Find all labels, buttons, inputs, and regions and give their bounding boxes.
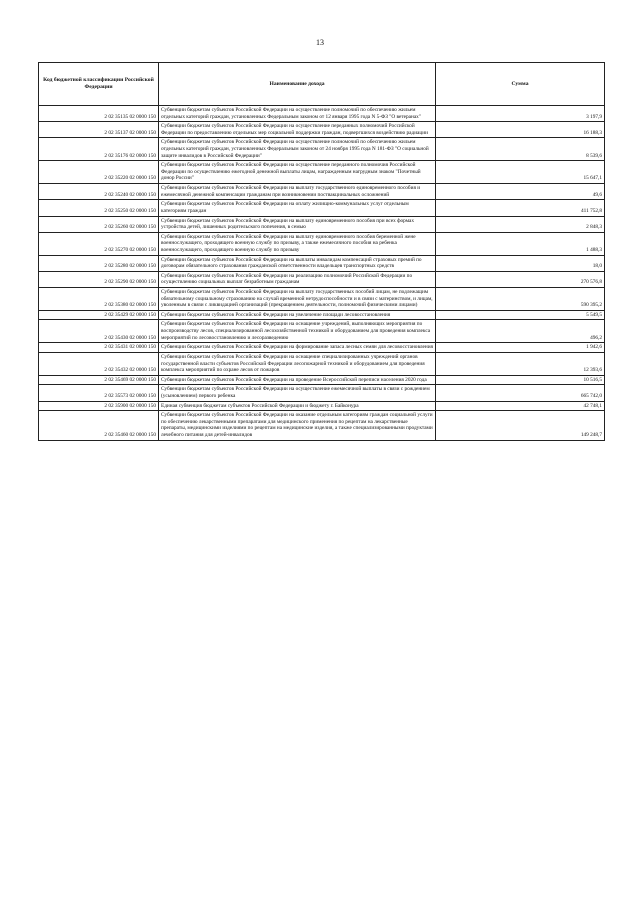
row-sum: 42 748,1 (436, 401, 605, 411)
table-row (39, 343, 605, 353)
table-row (39, 375, 605, 385)
row-name: Субвенции бюджетам субъектов Российской Федерации на осуществление полномочий по обеспечению жильем отдельных категорий граждан, установленных Федеральным законом от 24 ноября 1995 года N 181-ФЗ "О социальной защите инвалидов в Российской Федерации" (159, 138, 436, 161)
row-sum: 2 848,3 (436, 216, 605, 232)
row-sum: 411 752,8 (436, 200, 605, 216)
row-code: 2 02 35431 02 0000 150 (39, 343, 159, 353)
row-sum: 16 188,3 (436, 122, 605, 138)
table-row (39, 200, 605, 216)
row-sum: 3 197,9 (436, 106, 605, 122)
row-sum: 10 516,5 (436, 375, 605, 385)
row-name: Субвенции бюджетам субъектов Российской Федерации на осуществление переданных полномочий Российской Федерации по предоставлению отдельных мер социальной поддержки граждан, подвергшихся воздействию радиации (159, 122, 436, 138)
row-name: Субвенции бюджетам субъектов Российской Федерации на выплату единовременного пособия при всех формах устройства детей, лишенных родительского попечения, в семью (159, 216, 436, 232)
row-name: Субвенции бюджетам субъектов Российской Федерации на формирование запаса лесных семян для лесовосстановления (159, 343, 436, 353)
row-code: 2 02 35137 02 0000 150 (39, 122, 159, 138)
table-row (39, 320, 605, 343)
row-name: Субвенции бюджетам субъектов Российской Федерации на выплату государственных пособий лицам, не подлежащим обязательному социальному страхованию на случай временной нетрудоспособности и в связи с материнством, и лицам, уволенным в связи с ликвидацией организаций (прекращением деятельности, полномочий физическими лицами) (159, 288, 436, 311)
row-name: Субвенции бюджетам субъектов Российской Федерации на выплаты инвалидам компенсаций страховых премий по договорам обязательного страхования гражданской ответственности владельцев транспортных средств (159, 255, 436, 271)
row-code: 2 02 35469 02 0000 150 (39, 375, 159, 385)
row-code: 2 02 35280 02 0000 150 (39, 255, 159, 271)
row-sum: 15 647,1 (436, 161, 605, 184)
table-row (39, 232, 605, 255)
table-header-row (39, 63, 605, 106)
row-name: Субвенции бюджетам субъектов Российской Федерации на проведение Всероссийской переписи населения 2020 года (159, 375, 436, 385)
page-number: 13 (316, 38, 324, 47)
row-code: 2 02 35240 02 0000 150 (39, 184, 159, 200)
row-name: Субвенции бюджетам субъектов Российской Федерации на осуществление полномочий по обеспечению жильем отдельных категорий граждан, установленных Федеральным законом от 12 января 1995 года N 5-ФЗ "О ветеранах" (159, 106, 436, 122)
row-sum: 18,0 (436, 255, 605, 271)
row-sum: 1 942,6 (436, 343, 605, 353)
row-sum: 12 393,6 (436, 352, 605, 375)
header-code: Код бюджетной классификации Российской Федерации (39, 63, 159, 106)
row-name: Субвенции бюджетам субъектов Российской Федерации на оснащение учреждений, выполняющих мероприятия по воспроизводству лесов, специализированной лесохозяйственной техникой и оборудованием для проведения комплекса мероприятий по лесовосстановлению и лесоразведению (159, 320, 436, 343)
row-code: 2 02 35220 02 0000 150 (39, 161, 159, 184)
row-name: Субвенции бюджетам субъектов Российской Федерации на оплату жилищно-коммунальных услуг отдельным категориям граждан (159, 200, 436, 216)
header-name: Наименование дохода (159, 63, 436, 106)
row-code: 2 02 35900 02 0000 150 (39, 401, 159, 411)
budget-revenue-table (38, 62, 605, 441)
row-code: 2 02 35250 02 0000 150 (39, 200, 159, 216)
table-row (39, 255, 605, 271)
row-name: Субвенции бюджетам субъектов Российской Федерации на увеличение площади лесовосстановления (159, 310, 436, 320)
table-row (39, 122, 605, 138)
row-name: Субвенции бюджетам субъектов Российской Федерации на осуществление переданного полномочия Российской Федерации по осуществлению ежегодной денежной выплаты лицам, награжденным нагрудным знаком "Почетный донор России" (159, 161, 436, 184)
row-sum: 270 576,8 (436, 271, 605, 287)
table-row (39, 310, 605, 320)
row-sum: 590 395,2 (436, 288, 605, 311)
table-row (39, 411, 605, 440)
row-code: 2 02 35290 02 0000 150 (39, 271, 159, 287)
row-name: Субвенции бюджетам субъектов Российской Федерации на осуществление ежемесячной выплаты в связи с рождением (усыновлением) первого ребенка (159, 385, 436, 401)
table-row (39, 385, 605, 401)
table-row (39, 352, 605, 375)
row-sum: 1 488,3 (436, 232, 605, 255)
header-sum: Сумма (436, 63, 605, 106)
row-code: 2 02 35260 02 0000 150 (39, 216, 159, 232)
row-code: 2 02 35432 02 0000 150 (39, 352, 159, 375)
row-sum: 8 539,6 (436, 138, 605, 161)
row-sum: 496,2 (436, 320, 605, 343)
row-name: Субвенции бюджетам субъектов Российской Федерации на выплату единовременного пособия беременной жене военнослужащего, проходящего военную службу по призыву, а также ежемесячного пособия на ребенка военнослужащего, проходящего военную службу по призыву (159, 232, 436, 255)
row-code: 2 02 35573 02 0000 150 (39, 385, 159, 401)
table-row (39, 271, 605, 287)
table-row (39, 216, 605, 232)
table-body (39, 106, 605, 441)
row-code: 2 02 35429 02 0000 150 (39, 310, 159, 320)
row-name: Субвенции бюджетам субъектов Российской Федерации на оказание отдельным категориям граждан социальной услуги по обеспечению лекарственными препаратами для медицинского применения по рецептам на лекарственные препараты, медицинскими изделиями по рецептам на медицинские изделия, а также специализированными продуктами лечебного питания для детей-инвалидов (159, 411, 436, 440)
row-name: Субвенции бюджетам субъектов Российской Федерации на реализацию полномочий Российской Федерации по осуществлению социальных выплат безработным гражданам (159, 271, 436, 287)
row-code: 2 02 35460 02 0000 150 (39, 411, 159, 440)
row-code: 2 02 35135 02 0000 150 (39, 106, 159, 122)
table-row (39, 288, 605, 311)
row-sum: 5 549,5 (436, 310, 605, 320)
row-sum: 149 248,7 (436, 411, 605, 440)
row-sum: 665 742,0 (436, 385, 605, 401)
row-code: 2 02 35176 02 0000 150 (39, 138, 159, 161)
table-row (39, 161, 605, 184)
table-row (39, 184, 605, 200)
row-code: 2 02 35430 02 0000 150 (39, 320, 159, 343)
table-row (39, 106, 605, 122)
table-row (39, 138, 605, 161)
row-name: Единая субвенция бюджетам субъектов Российской Федерации и бюджету г. Байконура (159, 401, 436, 411)
row-name: Субвенции бюджетам субъектов Российской Федерации на выплату государственного единовременного пособия и ежемесячной денежной компенсации гражданам при возникновении поствакцинальных осложнений (159, 184, 436, 200)
row-code: 2 02 35380 02 0000 150 (39, 288, 159, 311)
row-sum: 49,6 (436, 184, 605, 200)
table-row (39, 401, 605, 411)
row-code: 2 02 35270 02 0000 150 (39, 232, 159, 255)
row-name: Субвенции бюджетам субъектов Российской Федерации на оснащение специализированных учреждений органов государственной власти субъектов Российской Федерации лесопожарной техникой и оборудованием для проведения комплекса мероприятий по охране лесов от пожаров (159, 352, 436, 375)
